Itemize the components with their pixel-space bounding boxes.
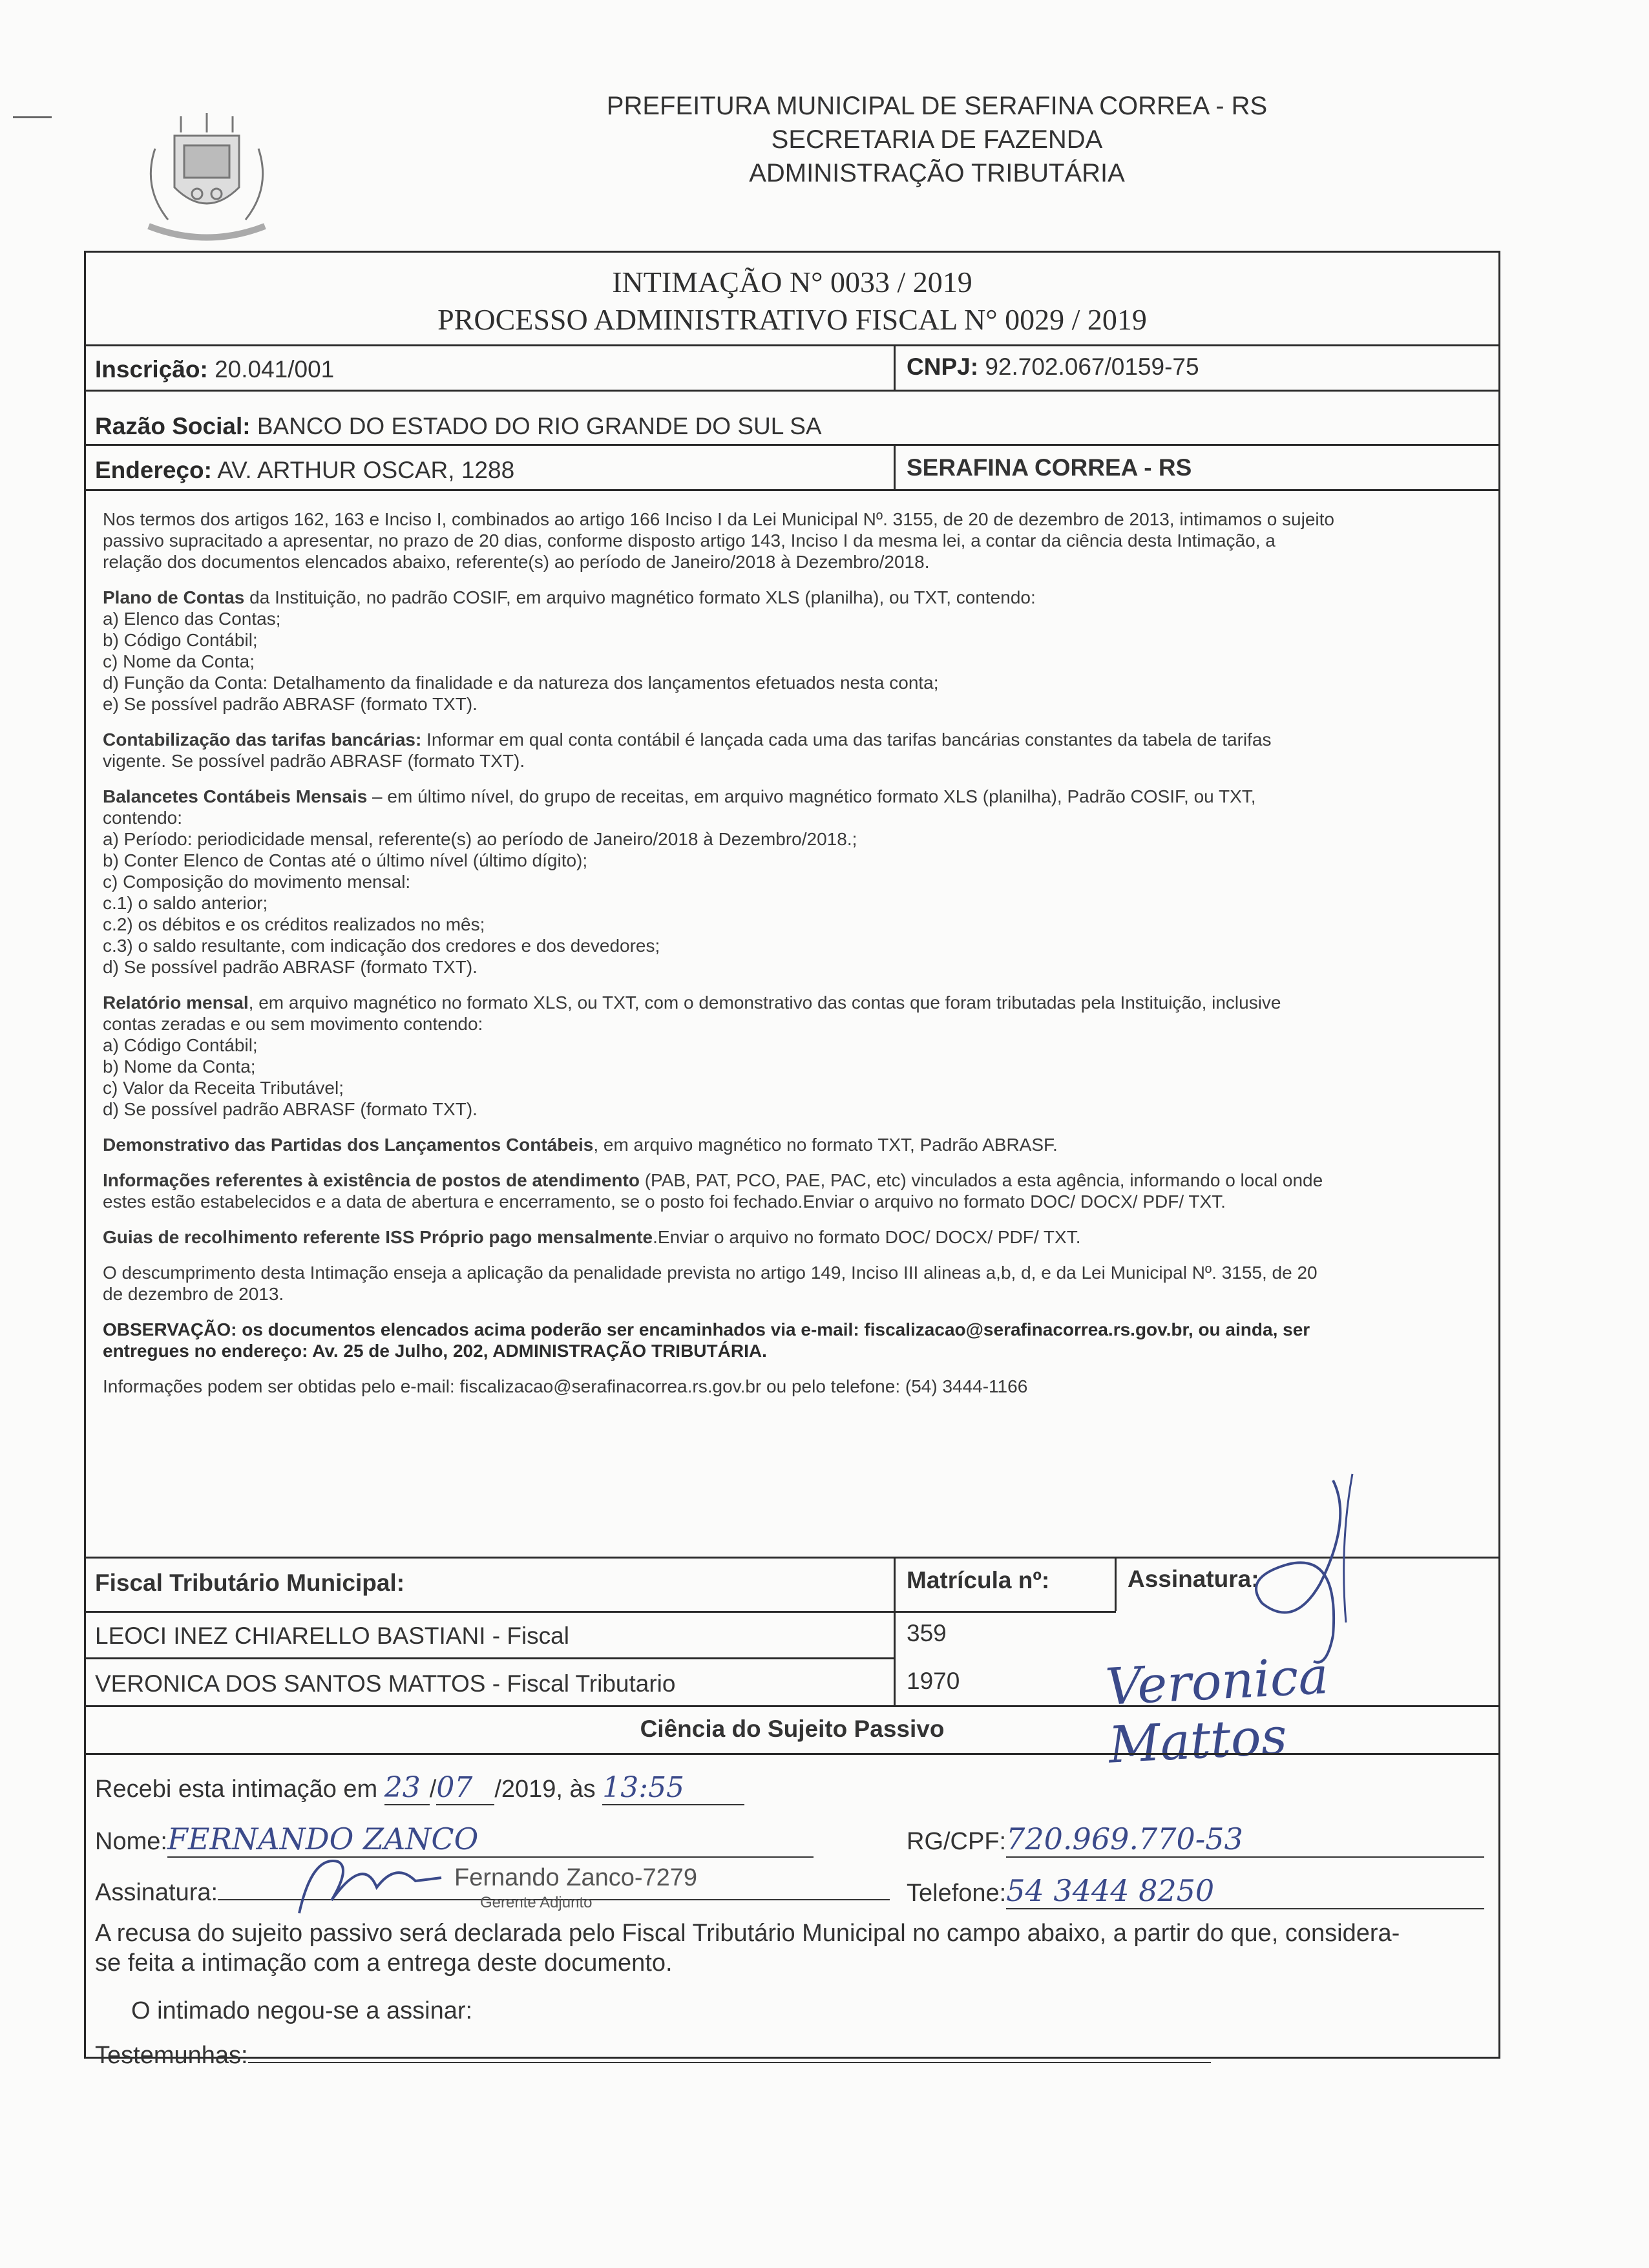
assinatura-label: Assinatura: (95, 1879, 218, 1906)
fiscal-signature-2: Veronica Mattos (1104, 1646, 1330, 1775)
inscricao-value: 20.041/001 (215, 356, 335, 383)
relatorio-paragraph: Relatório mensal, em arquivo magnético no formato XLS, ou TXT, com o demonstrativo das contas que foram tributadas pela Instituição, inclusive contas zeradas e ou sem movimento contendo: a) Código Contábil; b) Nome da Conta; c) Valor da Receita Tributável; d) Se possível padrão ABRASF (formato TXT). (103, 992, 1281, 1119)
cnpj-value: 92.702.067/0159-75 (985, 353, 1199, 380)
guias-paragraph: Guias de recolhimento referente ISS Próprio pago mensalmente.Enviar o arquivo no formato DOC/ DOCX/ PDF/ TXT. (103, 1227, 1081, 1247)
title-line-1: INTIMAÇÃO N° 0033 / 2019 (612, 266, 972, 299)
plano-paragraph: Plano de Contas da Instituição, no padrão COSIF, em arquivo magnético formato XLS (planilha), ou TXT, contendo: a) Elenco das Contas; b) Código Contábil; c) Nome da Conta; d) Função da Conta: Detalhamento da finalidade e da natureza dos lançamentos efetuados nesta conta; e) Se possível padrão ABRASF (formato TXT). (103, 587, 1036, 714)
body-text (103, 509, 1479, 1411)
tarifas-paragraph: Contabilização das tarifas bancárias: Informar em qual conta contábil é lançada cada uma das tarifas bancárias constantes da tabela de tarifas vigente. Se possível padrão ABRASF (formato TXT). (103, 730, 1272, 771)
rgcpf-line (907, 1822, 1484, 1858)
inscricao-field (95, 356, 334, 383)
telefone-label: Telefone: (907, 1880, 1007, 1907)
endereco-value: AV. ARTHUR OSCAR, 1288 (217, 457, 515, 483)
fiscal-row-2-matricula: 1970 (907, 1668, 960, 1694)
razao-field (95, 413, 822, 440)
municipal-crest-icon (129, 110, 284, 246)
postos-paragraph: Informações referentes à existência de postos de atendimento (PAB, PAT, PCO, PAE, PAC, etc) vinculados a esta agência, informando o local onde estes estão estabelecidos e a data de abertura e encerramento, se o posto foi fechado.Enviar o arquivo no formato DOC/ DOCX/ PDF/ TXT. (103, 1170, 1323, 1212)
corner-mark (13, 116, 52, 118)
header-line-3: ADMINISTRAÇÃO TRIBUTÁRIA (749, 159, 1125, 187)
nome-value: FERNANDO ZANCO (167, 1822, 814, 1858)
demonstrativo-paragraph: Demonstrativo das Partidas dos Lançamentos Contábeis, em arquivo magnético no formato TXT, Padrão ABRASF. (103, 1135, 1058, 1155)
ciencia-title: Ciência do Sujeito Passivo (640, 1716, 945, 1742)
cnpj-label: CNPJ: (907, 353, 979, 380)
telefone-value: 54 3444 8250 (1006, 1873, 1484, 1909)
balancetes-paragraph: Balancetes Contábeis Mensais – em último nível, do grupo de receitas, em arquivo magnético formato XLS (planilha), Padrão COSIF, ou TXT, contendo: a) Período: periodicidade mensal, referente(s) ao período de Janeiro/2018 à Dezembro/2018.; b) Conter Elenco de Contas até o último nível (último dígito); c) Composição do movimento mensal: c.1) o saldo anterior; c.2) os débitos e os créditos realizados no mês; c.3) o saldo resultante, com indicação dos credores e dos devedores; d) Se possível padrão ABRASF (formato TXT). (103, 786, 1256, 977)
cnpj-field (907, 353, 1199, 381)
fiscal-row-1-name: LEOCI INEZ CHIARELLO BASTIANI - Fiscal (95, 1622, 569, 1649)
recebi-month: 07 (436, 1771, 494, 1805)
fiscal-row-2-name: VERONICA DOS SANTOS MATTOS - Fiscal Tributario (95, 1670, 676, 1697)
title-line-2: PROCESSO ADMINISTRATIVO FISCAL N° 0029 / 2019 (437, 303, 1147, 336)
inscricao-label: Inscrição: (95, 356, 208, 383)
header-line-1: PREFEITURA MUNICIPAL DE SERAFINA CORREA - RS (606, 92, 1268, 120)
informacoes-paragraph: Informações podem ser obtidas pelo e-mail: fiscalizacao@serafinacorrea.rs.gov.br ou pelo telefone: (54) 3444-1166 (103, 1376, 1028, 1396)
rgcpf-label: RG/CPF: (907, 1828, 1007, 1855)
stamp-role: Gerente Adjunto (480, 1894, 593, 1911)
recusa-paragraph: A recusa do sujeito passivo será declarada pelo Fiscal Tributário Municipal no campo abaixo, a partir do que, considera- se feita a intimação com a entrega deste documento. (95, 1920, 1400, 1977)
intro-paragraph: Nos termos dos artigos 162, 163 e Inciso I, combinados ao artigo 166 Inciso I da Lei Municipal Nº. 3155, de 20 de dezembro de 2013, intimamos o sujeito passivo supracitado a apresentar, no prazo de 20 dias, conforme disposto artigo 143, Inciso I da mesma lei, a contar da ciência desta Intimação, a relação dos documentos elencados abaixo, referente(s) ao período de Janeiro/2018 à Dezembro/2018. (103, 509, 1334, 572)
recebi-time: 13:55 (602, 1771, 744, 1805)
header-line-2: SECRETARIA DE FAZENDA (771, 125, 1103, 154)
recipient-signature (286, 1842, 454, 1920)
recebi-year: /2019, às (494, 1776, 596, 1803)
fiscal-col-header: Fiscal Tributário Municipal: (95, 1570, 405, 1596)
endereco-field (95, 457, 514, 484)
endereco-label: Endereço: (95, 457, 212, 483)
testemunhas-label: Testemunhas: (95, 2042, 248, 2069)
razao-value: BANCO DO ESTADO DO RIO GRANDE DO SUL SA (257, 413, 822, 439)
razao-label: Razão Social: (95, 413, 251, 439)
recebi-day: 23 (384, 1771, 430, 1805)
fiscal-row-1-matricula: 359 (907, 1620, 947, 1646)
observacao-paragraph: OBSERVAÇÃO: os documentos elencados acima poderão ser encaminhados via e-mail: fiscalizacao@serafinacorrea.rs.gov.br, ou ainda, ser entregues no endereço: Av. 25 de Julho, 202, ADMINISTRAÇÃO TRIBUTÁRIA. (103, 1319, 1310, 1361)
assinatura-col-header: Assinatura: (1128, 1566, 1259, 1592)
matricula-col-header: Matrícula nº: (907, 1567, 1050, 1593)
rgcpf-value: 720.969.770-53 (1006, 1822, 1484, 1858)
telefone-line (907, 1873, 1484, 1909)
cidade-value: SERAFINA CORREA - RS (907, 454, 1192, 481)
recebi-line: Recebi esta intimação em 23 /07 /2019, às 13:55 (95, 1771, 744, 1805)
stamp-name: Fernando Zanco-7279 (454, 1864, 698, 1891)
recebi-label: Recebi esta intimação em (95, 1776, 378, 1803)
nome-label: Nome: (95, 1828, 167, 1855)
descumprimento-paragraph: O descumprimento desta Intimação enseja a aplicação da penalidade prevista no artigo 149, Inciso III alineas a,b, d, e da Lei Municipal Nº. 3155, de 20 de dezembro de 2013. (103, 1263, 1318, 1304)
document-frame (84, 251, 1500, 2069)
negou-label: O intimado negou-se a assinar: (131, 1997, 473, 2024)
testemunhas-line (95, 2036, 1211, 2070)
